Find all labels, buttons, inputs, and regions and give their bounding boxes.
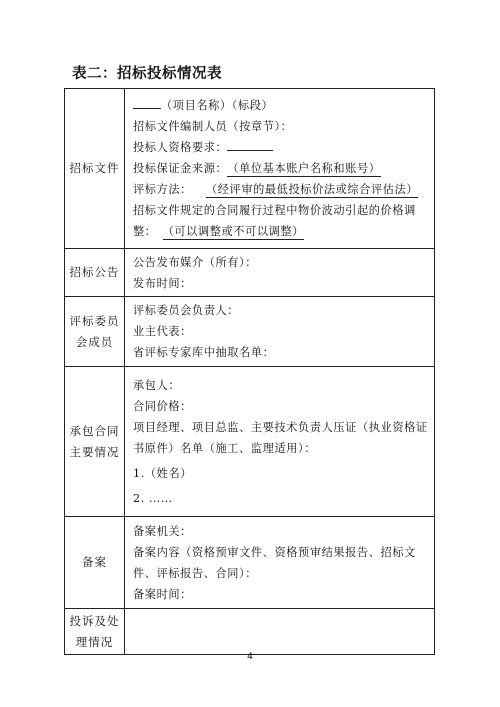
project-name-line (133, 95, 428, 116)
row-content-bidding-docs (125, 89, 435, 249)
committee-head: 评标委员会负责人： (133, 304, 240, 317)
project-name-blank[interactable] (133, 96, 161, 109)
evaluation-method-label: 评标方法： (133, 183, 192, 196)
row-label-filing: 备案 (65, 517, 125, 609)
filing-time: 备案时间： (133, 587, 192, 601)
qualification-label: 投标人资格要求： (133, 141, 228, 154)
price-adjust-value[interactable]: （可以调整或不可以调整） (162, 225, 305, 238)
project-name-text: （项目名称）（标段） (161, 99, 274, 112)
row-content-filing (125, 517, 435, 609)
row-content-contract (125, 367, 435, 517)
price-adjust-line-1: 招标文件规定的合同履行过程中物价波动引起的价格调 (133, 204, 416, 217)
table-row-complaint (65, 609, 435, 655)
row-label-announcement: 招标公告 (65, 249, 125, 297)
row-content-announcement (125, 249, 435, 297)
doc-compilers-line: 招标文件编制人员（按章节）： (133, 120, 293, 133)
row-label-complaint (65, 609, 125, 655)
qualification-line (133, 137, 428, 158)
personnel-item-2: 2. …… (133, 491, 173, 505)
contractor: 承包人： (133, 378, 181, 392)
filing-content: 备案内容（资格预审文件、资格预审结果报告、招标文件、评标报告、合同）： (133, 545, 416, 580)
contract-label-line-1: 承包合同 (69, 423, 120, 438)
bidding-status-table (64, 88, 435, 655)
committee-label-line-2: 会成员 (75, 334, 114, 349)
complaint-label-line-1: 投诉及处 (69, 613, 120, 628)
row-label-committee (65, 297, 125, 367)
bond-source-line (133, 158, 428, 179)
committee-label-line-1: 评标委员 (69, 313, 120, 328)
price-adjust-line-2 (133, 221, 428, 242)
complaint-label-line-2: 理情况 (75, 634, 114, 649)
announcement-media: 公告发布媒介（所有）： (133, 255, 258, 269)
table-row-contract (65, 367, 435, 517)
bond-source-value[interactable]: （单位基本账户名称和账号） (227, 162, 381, 175)
evaluation-method-value[interactable]: （经评审的最低投标价法或综合评估法） (205, 183, 419, 196)
contract-price: 合同价格： (133, 399, 192, 413)
price-adjust-label: 整： (133, 225, 157, 238)
row-content-complaint[interactable] (125, 609, 435, 655)
bond-source-label: 投标保证金来源： (133, 162, 228, 175)
table-row-filing (65, 517, 435, 609)
qualification-blank[interactable] (227, 138, 273, 151)
row-content-committee (125, 297, 435, 367)
owner-representative: 业主代表： (133, 325, 192, 338)
page-number: 4 (247, 652, 253, 662)
announcement-time: 发布时间： (133, 276, 192, 290)
evaluation-method-line (133, 179, 428, 200)
table-row-bidding-docs (65, 89, 435, 249)
row-label-bidding-docs: 招标文件 (65, 89, 125, 249)
table-row-announcement (65, 249, 435, 297)
table-row-committee (65, 297, 435, 367)
row-label-contract (65, 367, 125, 517)
table-title: 表二：招标投标情况表 (72, 66, 222, 82)
personnel-item-1: 1.（姓名） (133, 466, 193, 480)
filing-authority: 备案机关： (133, 524, 192, 538)
key-personnel: 项目经理、项目总监、主要技术负责人压证（执业资格证书原件）名单（施工、监理适用）： (133, 420, 428, 455)
contract-label-line-2: 主要情况 (69, 444, 120, 459)
expert-list: 省评标专家库中抽取名单： (133, 346, 275, 359)
